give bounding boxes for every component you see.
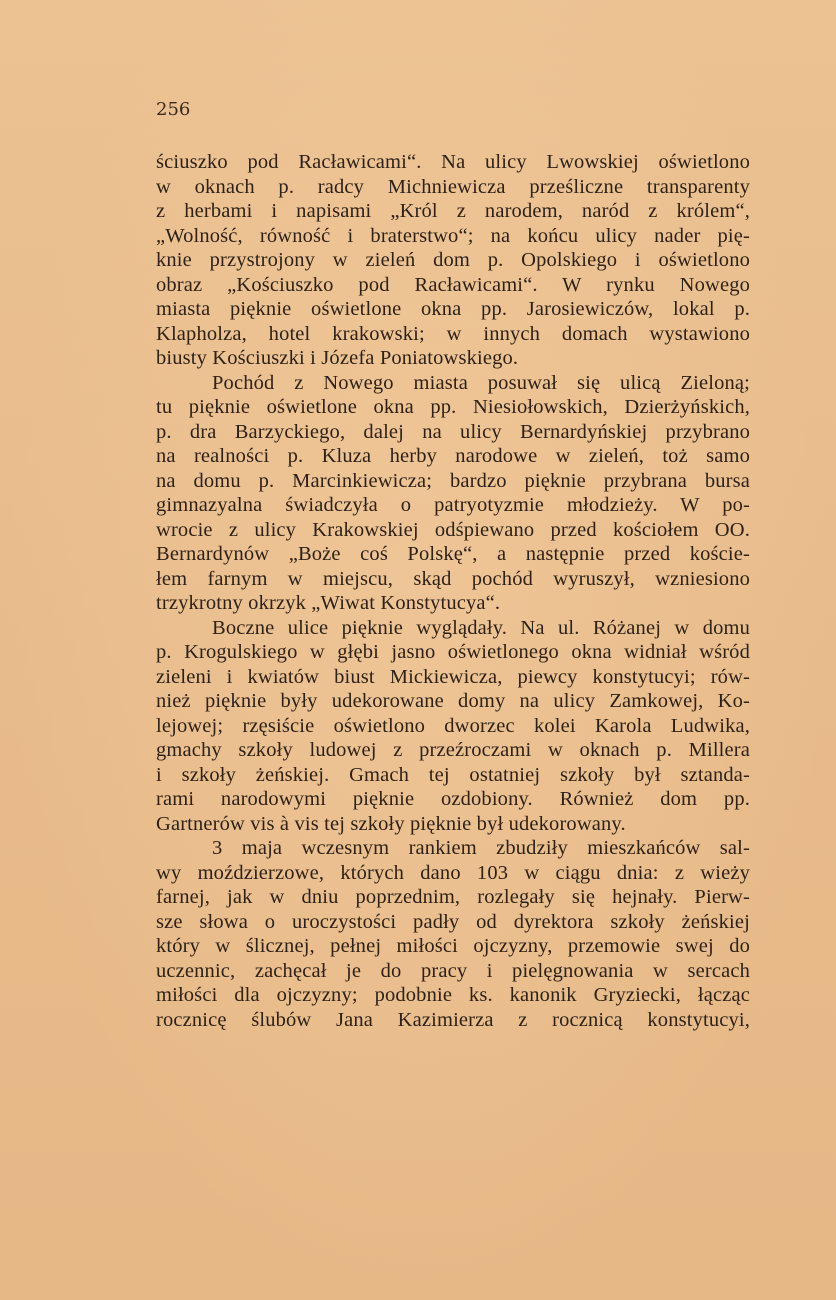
text-line: miasta pięknie oświetlone okna pp. Jarosiewiczów, lokal p. [156,298,750,320]
text-line: łem farnym w miejscu, skąd pochód wyruszył, wzniesiono [156,567,750,590]
text-line: trzykrotny okrzyk „Wiwat Konstytucya“. [156,592,501,614]
text-line: lejowej; rzęsiście oświetlono dworzec kolei Karola Ludwika, [156,714,750,737]
body-text [156,150,750,1032]
text-line: Boczne ulice pięknie wyglądały. Na ul. Różanej w domu [212,616,750,639]
text-line: biusty Kościuszki i Józefa Poniatowskiego. [156,347,519,369]
text-line: Pochód z Nowego miasta posuwał się ulicą Zieloną; [212,371,750,394]
text-line: obraz „Kościuszko pod Racławicami“. W rynku Nowego [156,273,750,296]
text-line: 3 maja wczesnym rankiem zbudziły mieszkańców sal- [212,837,750,859]
text-line: rami narodowymi pięknie ozdobiony. Również dom pp. [156,788,750,810]
text-line: nież pięknie były udekorowane domy na ulicy Zamkowej, Ko- [156,690,750,712]
text-line: rocznicę ślubów Jana Kazimierza z rocznicą konstytucyi, [156,1008,750,1031]
text-line: „Wolność, równość i braterstwo“; na końcu ulicy nader pię- [156,224,750,247]
text-line: Klapholza, hotel krakowski; w innych domach wystawiono [156,322,750,345]
text-line: gmachy szkoły ludowej z przeźroczami w oknach p. Millera [156,739,750,761]
text-line: tu pięknie oświetlone okna pp. Niesiołowskich, Dzierżyńskich, [156,396,750,418]
text-line: miłości dla ojczyzny; podobnie ks. kanonik Gryziecki, łącząc [156,984,750,1006]
text-line: gimnazyalna świadczyła o patryotyzmie młodzieży. W po- [156,494,750,516]
text-line: na realności p. Kluza herby narodowe w zieleń, toż samo [156,445,750,467]
text-line: p. dra Barzyckiego, dalej na ulicy Bernardyńskiej przybrano [156,420,750,443]
text-line: Gartnerów vis à vis tej szkoły pięknie był udekorowany. [156,812,626,835]
text-line: wrocie z ulicy Krakowskiej odśpiewano przed kościołem OO. [156,518,750,541]
text-line: p. Krogulskiego w głębi jasno oświetlonego okna widniał wśród [156,641,750,663]
text-line: na domu p. Marcinkiewicza; bardzo pięknie przybrana bursa [156,469,750,492]
page-number: 256 [156,99,191,120]
text-line: Bernardynów „Boże coś Polskę“, a następnie przed koście- [156,543,750,565]
text-line: knie przystrojony w zieleń dom p. Opolskiego i oświetlono [156,249,750,271]
text-line: w oknach p. radcy Michniewicza prześliczne transparenty [156,175,750,198]
text-line: i szkoły żeńskiej. Gmach tej ostatniej szkoły był sztanda- [156,763,750,786]
text-line: farnej, jak w dniu poprzednim, rozlegały się hejnały. Pierw- [156,886,750,908]
text-line: zieleni i kwiatów biust Mickiewicza, piewcy konstytucyi; rów- [156,665,750,688]
text-line: który w ślicznej, pełnej miłości ojczyzny, przemowie swej do [156,935,750,957]
text-line: uczennic, zachęcał je do pracy i pielęgnowania w sercach [156,959,750,982]
text-line: sze słowa o uroczystości padły od dyrektora szkoły żeńskiej [156,910,750,933]
text-line: ściuszko pod Racławicami“. Na ulicy Lwowskiej oświetlono [156,151,750,173]
text-line: z herbami i napisami „Król z narodem, naród z królem“, [156,200,750,222]
text-line: wy moździerzowe, których dano 103 w ciągu dnia: z wieży [156,861,750,884]
